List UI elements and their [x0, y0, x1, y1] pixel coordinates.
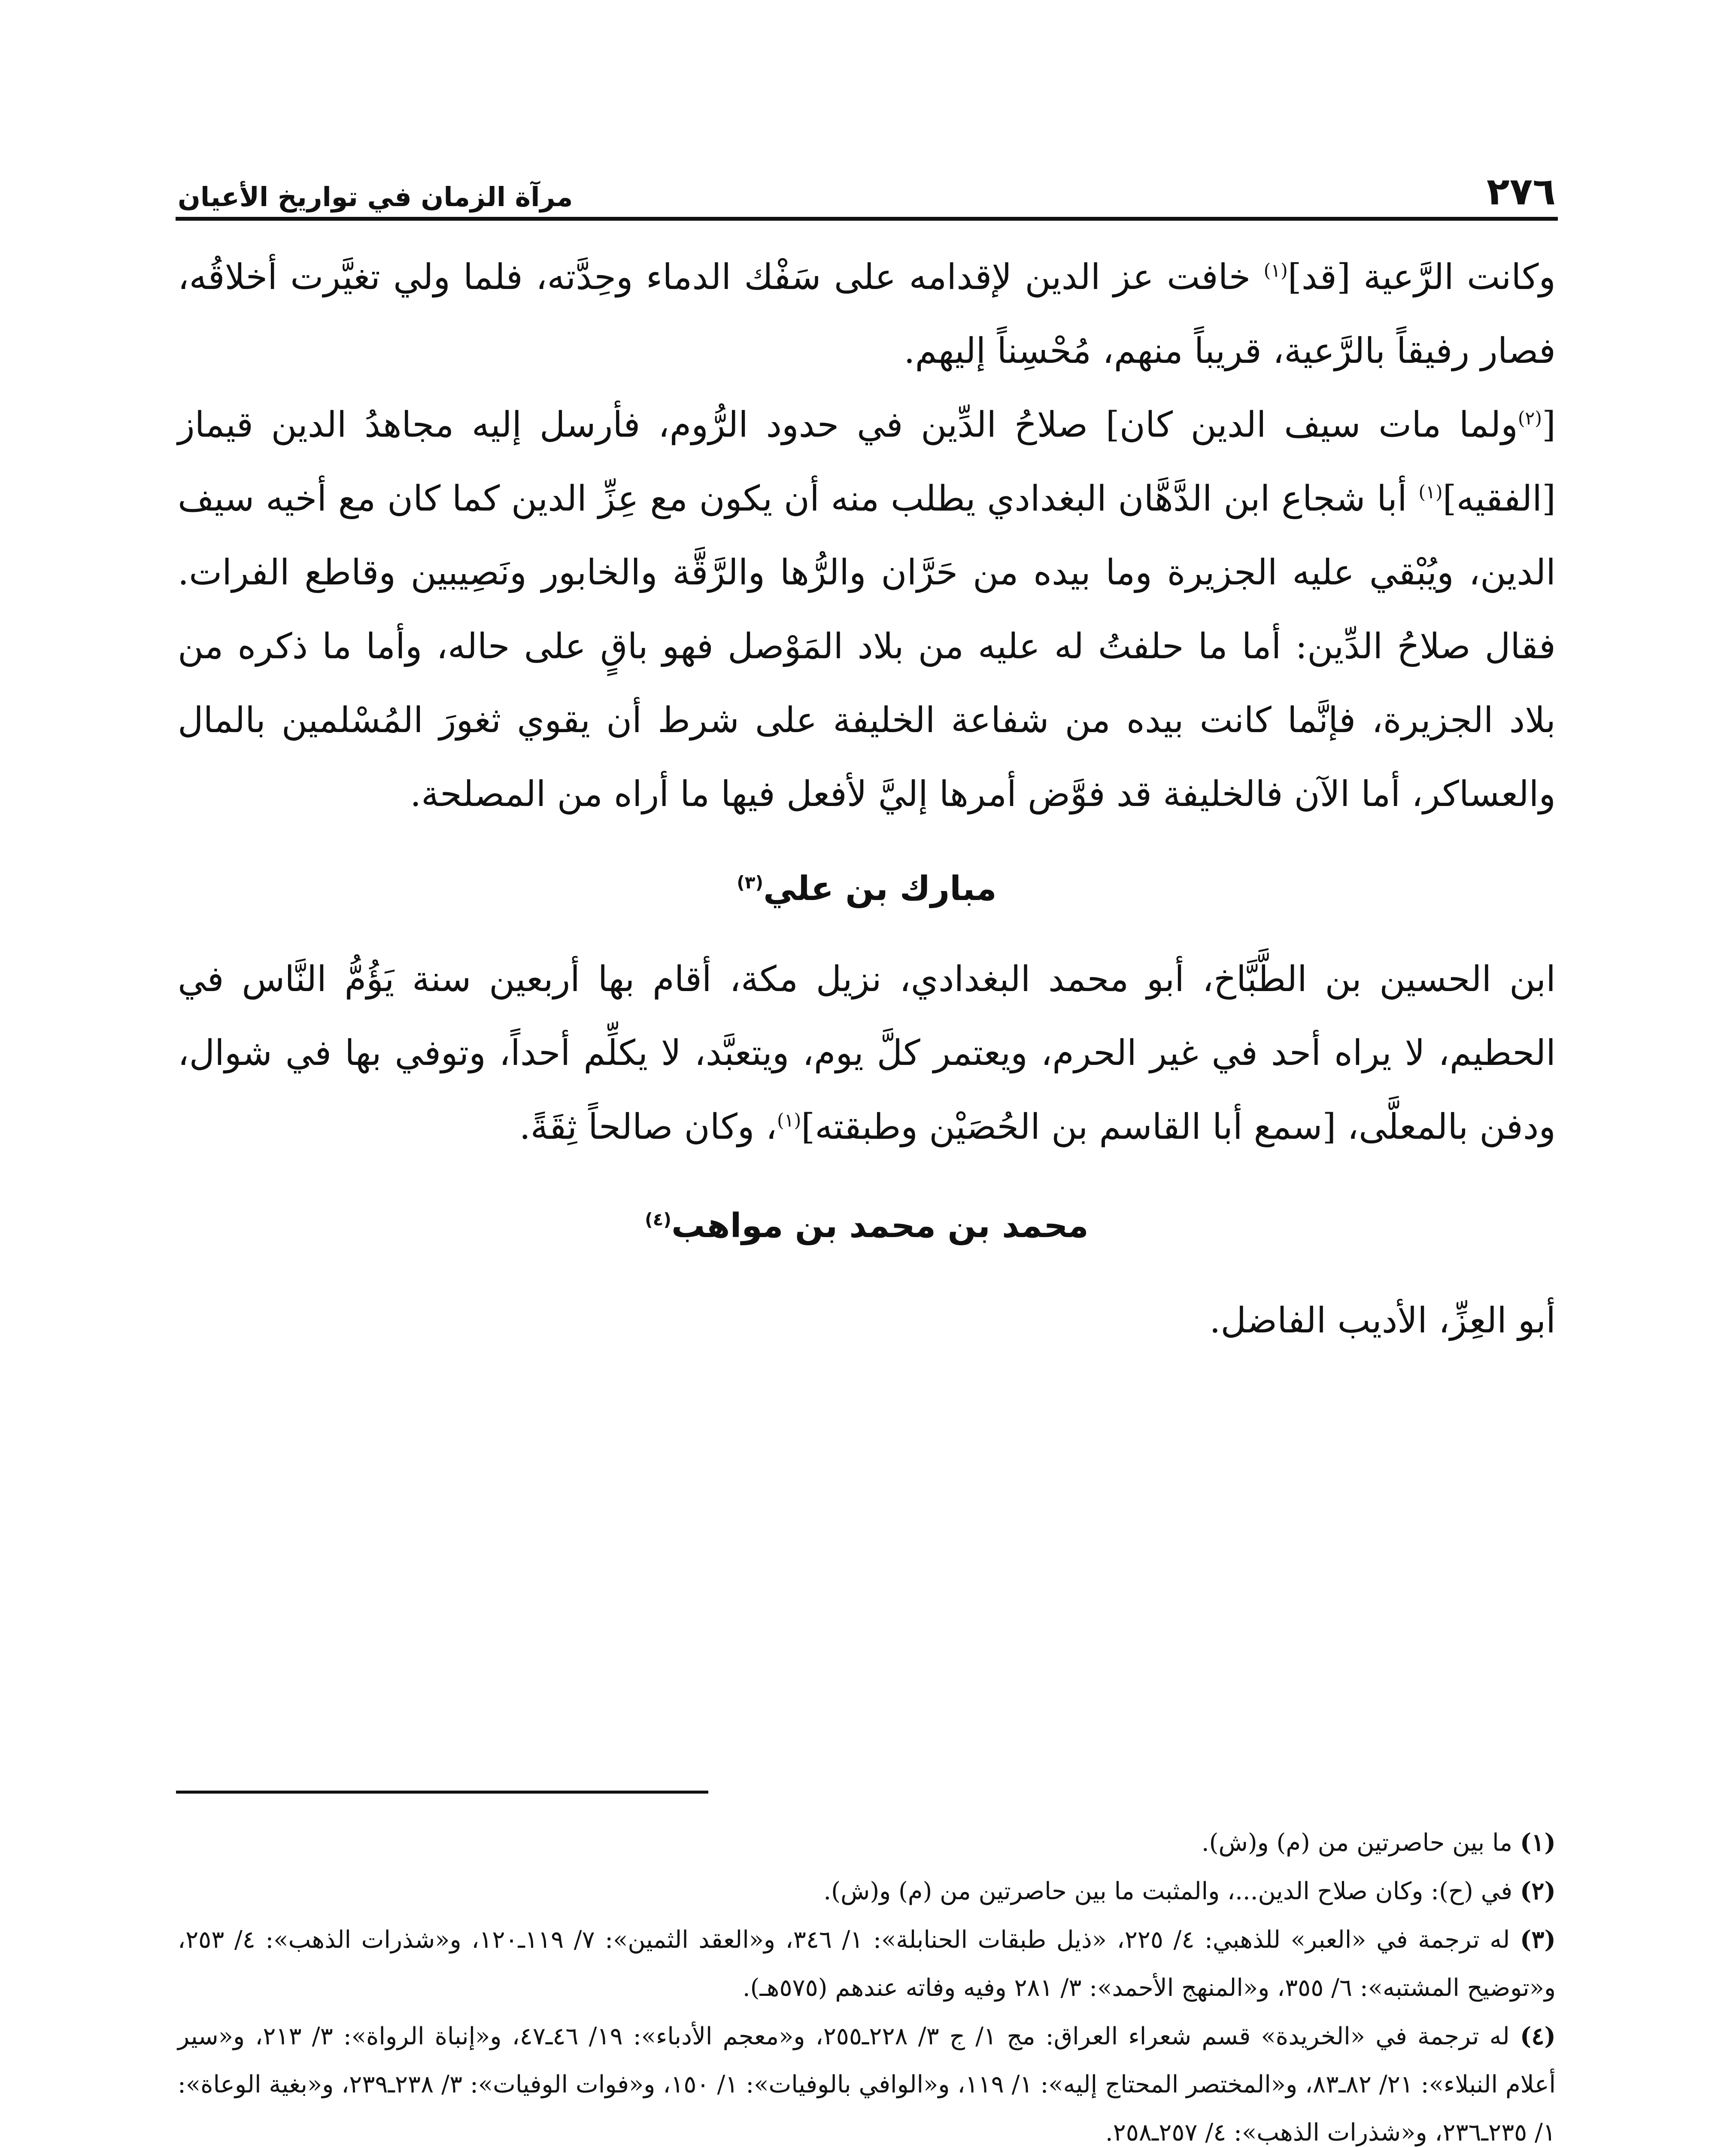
paragraph-2-text-rest: أبا شجاع ابن الدَّهَّان البغدادي يطلب منه أن يكون مع عِزِّ الدين كما كان مع أخيه سيف الدين، ويُبْقي عليه الجزيرة وما بيده من حَرَّان والرُّها والرَّقَّة والخابور ونَصِيبين وقاطع الفرات. فقال صلاحُ الدِّين: أما ما حلفتُ له عليه من بلاد المَوْصل فهو باقٍ على حاله، وأما ما ذكره من بلاد الجزيرة، فإنَّما كانت بيده من شفاعة الخليفة على شرط أن يقوي ثغورَ المُسْلمين بالمال والعساكر، أما الآن فالخليفة قد فوَّض أمرها إليَّ لأفعل فيها ما أراه من المصلحة. [178, 478, 1556, 815]
paragraph-1-text: وكانت الرَّعية [قد] [1287, 257, 1556, 298]
running-header [178, 155, 1556, 213]
book-title: مرآة الزمان في تواريخ الأعيان [178, 181, 573, 213]
footnote-ref: (١) [777, 1110, 801, 1131]
paragraph-3-text: ابن الحسين بن الطَّبَّاخ، أبو محمد البغدادي، نزيل مكة، أقام بها أربعين سنة يَؤُمُّ النَّاس في الحطيم، لا يراه أحد في غير الحرم، ويعتمر كلَّ يوم، ويتعبَّد، لا يكلِّم أحداً، وتوفي بها في شوال، ودفن بالمعلَّى، [سمع أبا القاسم بن الحُصَيْن وطبقته] [178, 959, 1556, 1148]
footnote-text: له ترجمة في «العبر» للذهبي: ٤/ ٢٢٥، «ذيل طبقات الحنابلة»: ١/ ٣٤٦، و«العقد الثمين»: ٧/ ١١٩ـ١٢٠، و«شذرات الذهب»: ٤/ ٢٥٣، و«توضيح المشتبه»: ٦/ ٣٥٥، و«المنهج الأحمد»: ٣/ ٢٨١ وفيه وفاته عندهم (٥٧٥هـ). [178, 1926, 1556, 2002]
paragraph-2 [178, 388, 1556, 831]
section-heading-muhammad [178, 1203, 1556, 1250]
footnote-text: له ترجمة في «الخريدة» قسم شعراء العراق: مج ١/ ج ٣/ ٢٢٨ـ٢٥٥، و«معجم الأدباء»: ١٩/ ٤٦ـ٤٧، و«إنباة الرواة»: ٣/ ٢١٣، و«سير أعلام النبلاء»: ٢١/ ٨٢ـ٨٣، و«المختصر المحتاج إليه»: ١/ ١١٩، و«الوافي بالوفيات»: ١/ ١٥٠، و«فوات الوفيات»: ٣/ ٢٣٨ـ٢٣٩، و«بغية الوعاة»: ١/ ٢٣٥ـ٢٣٦، و«شذرات الذهب»: ٤/ ٢٥٧ـ٢٥٨. [178, 2022, 1556, 2147]
paragraph-4-text: أبو العِزِّ، الأديب الفاضل. [1209, 1300, 1556, 1341]
footnote-number: (٣) [1520, 1925, 1556, 1954]
section-heading-mubarak [178, 866, 1556, 912]
paragraph-4 [178, 1284, 1556, 1358]
footnote-text: ما بين حاصرتين من (م) و(ش). [1201, 1829, 1520, 1857]
paragraph-2-bracket: [ [1542, 404, 1556, 445]
paragraph-2-text: ولما مات سيف الدين كان] صلاحُ الدِّين في حدود الرُّوم، فأرسل إليه مجاهدُ الدين قيماز [الفقيه] [178, 404, 1556, 519]
footnotes [178, 1819, 1556, 2147]
heading-text: مبارك بن علي [763, 870, 997, 908]
footnote-ref: (٢) [1517, 408, 1542, 429]
footnote-number: (١) [1520, 1828, 1556, 1857]
footnote-1 [178, 1819, 1556, 1867]
footnote-ref: (٤) [645, 1209, 671, 1230]
footnote-number: (٤) [1520, 2022, 1556, 2050]
main-text [178, 240, 1556, 1358]
footnote-ref: (١) [1418, 481, 1443, 503]
header-rule [176, 217, 1558, 221]
paragraph-1-text-rest: خافت عز الدين لإقدامه على سَفْك الدماء وحِدَّته، فلما ولي تغيَّرت أخلاقُه، فصار رفيقاً بالرَّعية، قريباً منهم، مُحْسِناً إليهم. [178, 257, 1556, 371]
footnote-ref: (٣) [737, 872, 764, 893]
footnote-ref: (١) [1263, 260, 1288, 282]
page-number: ٢٧٦ [1486, 169, 1556, 213]
footnote-3 [178, 1916, 1556, 2012]
paragraph-3 [178, 943, 1556, 1164]
footnote-number: (٢) [1520, 1877, 1556, 1905]
paragraph-1 [178, 240, 1556, 388]
footnote-4 [178, 2012, 1556, 2147]
footnote-rule [176, 1791, 708, 1794]
paragraph-3-text-rest: ، وكان صالحاً ثِقَةً. [519, 1107, 777, 1148]
footnote-text: في (ح): وكان صلاح الدين...، والمثبت ما بين حاصرتين من (م) و(ش). [823, 1877, 1520, 1905]
footnote-2 [178, 1867, 1556, 1916]
heading-text: محمد بن محمد بن مواهب [671, 1207, 1089, 1246]
